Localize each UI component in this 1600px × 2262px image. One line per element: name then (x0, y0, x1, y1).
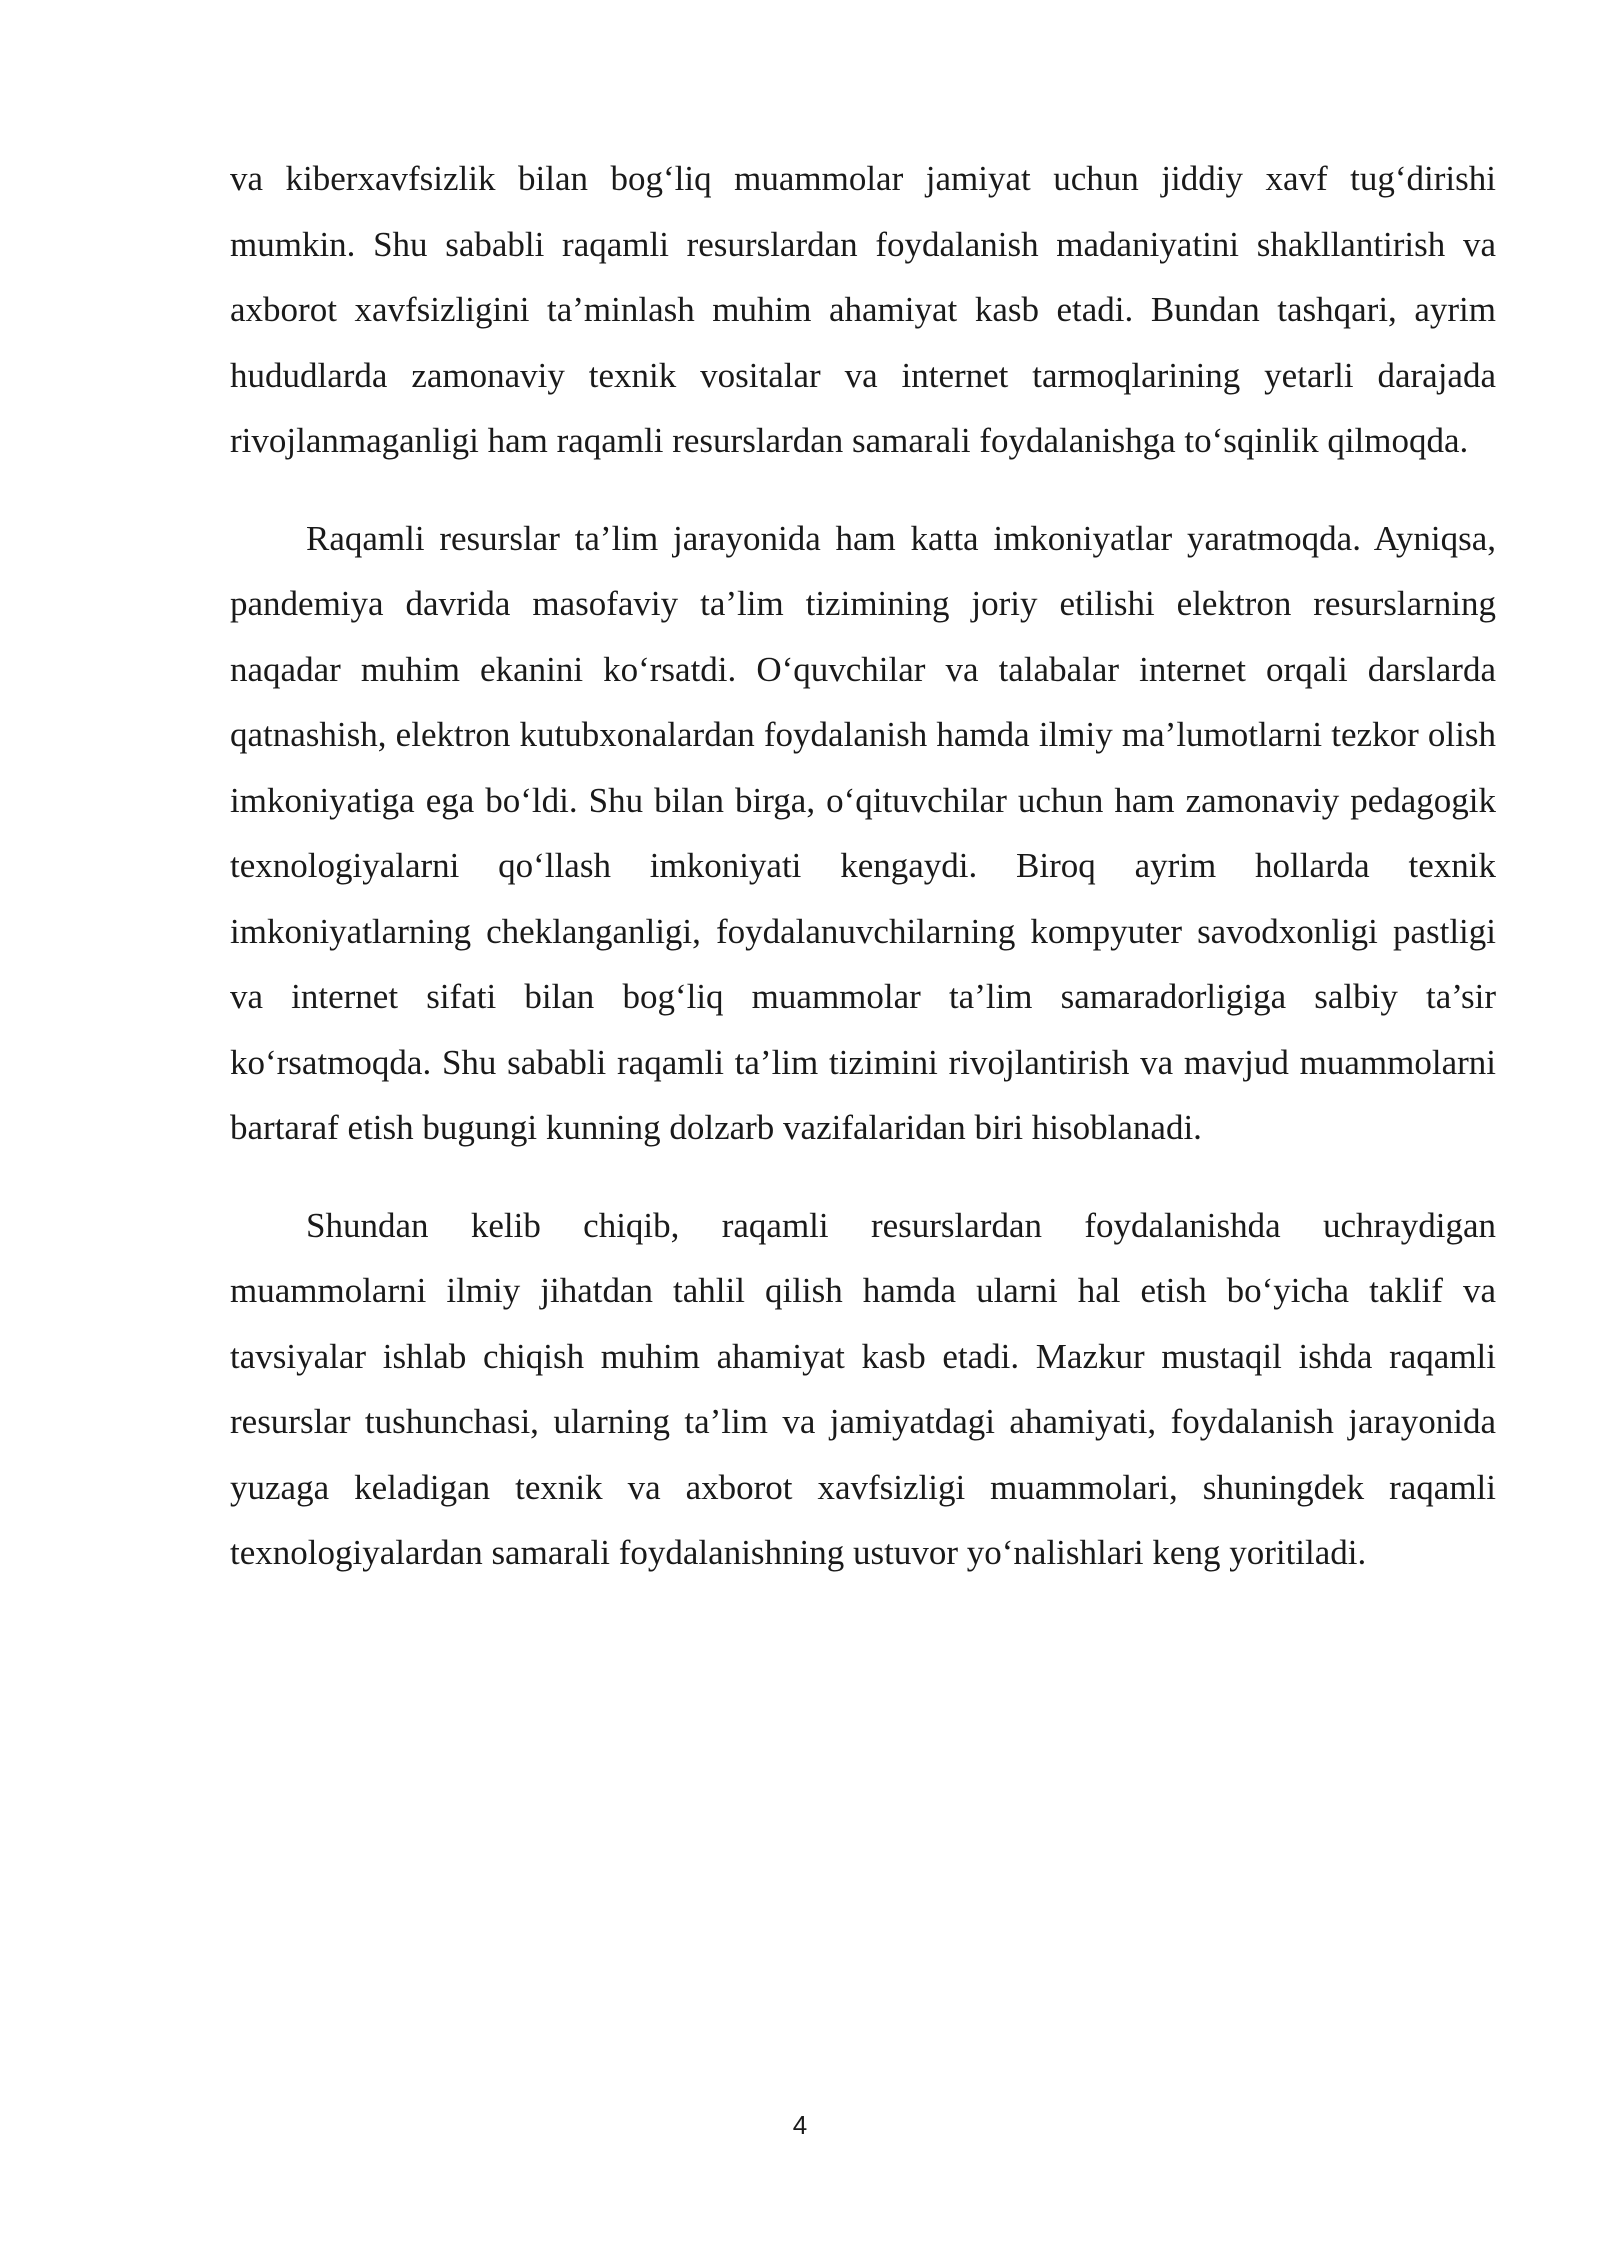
body-text (230, 146, 1496, 1618)
paragraph-continuation: va kiberxavfsizlik bilan bog‘liq muammolar jamiyat uchun jiddiy xavf tug‘dirishi mumkin. Shu sababli raqamli resurslardan foydalanish madaniyatini shakllantirish va axborot xavfsizligini ta’minlash muhim ahamiyat kasb etadi. Bundan tashqari, ayrim hududlarda zamonaviy texnik vositalar va internet tarmoqlarining yetarli darajada rivojlanmaganligi ham raqamli resurslardan samarali foydalanishga to‘sqinlik qilmoqda. (230, 159, 1496, 460)
paragraph-conclusion-scope: Shundan kelib chiqib, raqamli resurslardan foydalanishda uchraydigan muammolarni ilmiy jihatdan tahlil qilish hamda ularni hal etish bo‘yicha taklif va tavsiyalar ishlab chiqish muhim ahamiyat kasb etadi. Mazkur mustaqil ishda raqamli resurslar tushunchasi, ularning ta’lim va jamiyatdagi ahamiyati, foydalanish jarayonida yuzaga keladigan texnik va axborot xavfsizligi muammolari, shuningdek raqamli texnologiyalardan samarali foydalanishning ustuvor yo‘nalishlari keng yoritiladi. (230, 1205, 1496, 1572)
page-number: 4 (792, 2110, 808, 2140)
paragraph-digital-education: Raqamli resurslar ta’lim jarayonida ham katta imkoniyatlar yaratmoqda. Ayniqsa, pandemiya davrida masofaviy ta’lim tizimining joriy etilishi elektron resurslarning naqadar muhim ekanini ko‘rsatdi. O‘quvchilar va talabalar internet orqali darslarda qatnashish, elektron kutubxonalardan foydalanish hamda ilmiy ma’lumotlarni tezkor olish imkoniyatiga ega bo‘ldi. Shu bilan birga, o‘qituvchilar uchun ham zamonaviy pedagogik texnologiyalarni qo‘llash imkoniyati kengaydi. Biroq ayrim hollarda texnik imkoniyatlarning cheklanganligi, foydalanuvchilarning kompyuter savodxonligi pastligi va internet sifati bilan bog‘liq muammolar ta’lim samaradorligiga salbiy ta’sir ko‘rsatmoqda. Shu sababli raqamli ta’lim tizimini rivojlantirish va mavjud muammolarni bartaraf etish bugungi kunning dolzarb vazifalaridan biri hisoblanadi. (230, 518, 1496, 1147)
